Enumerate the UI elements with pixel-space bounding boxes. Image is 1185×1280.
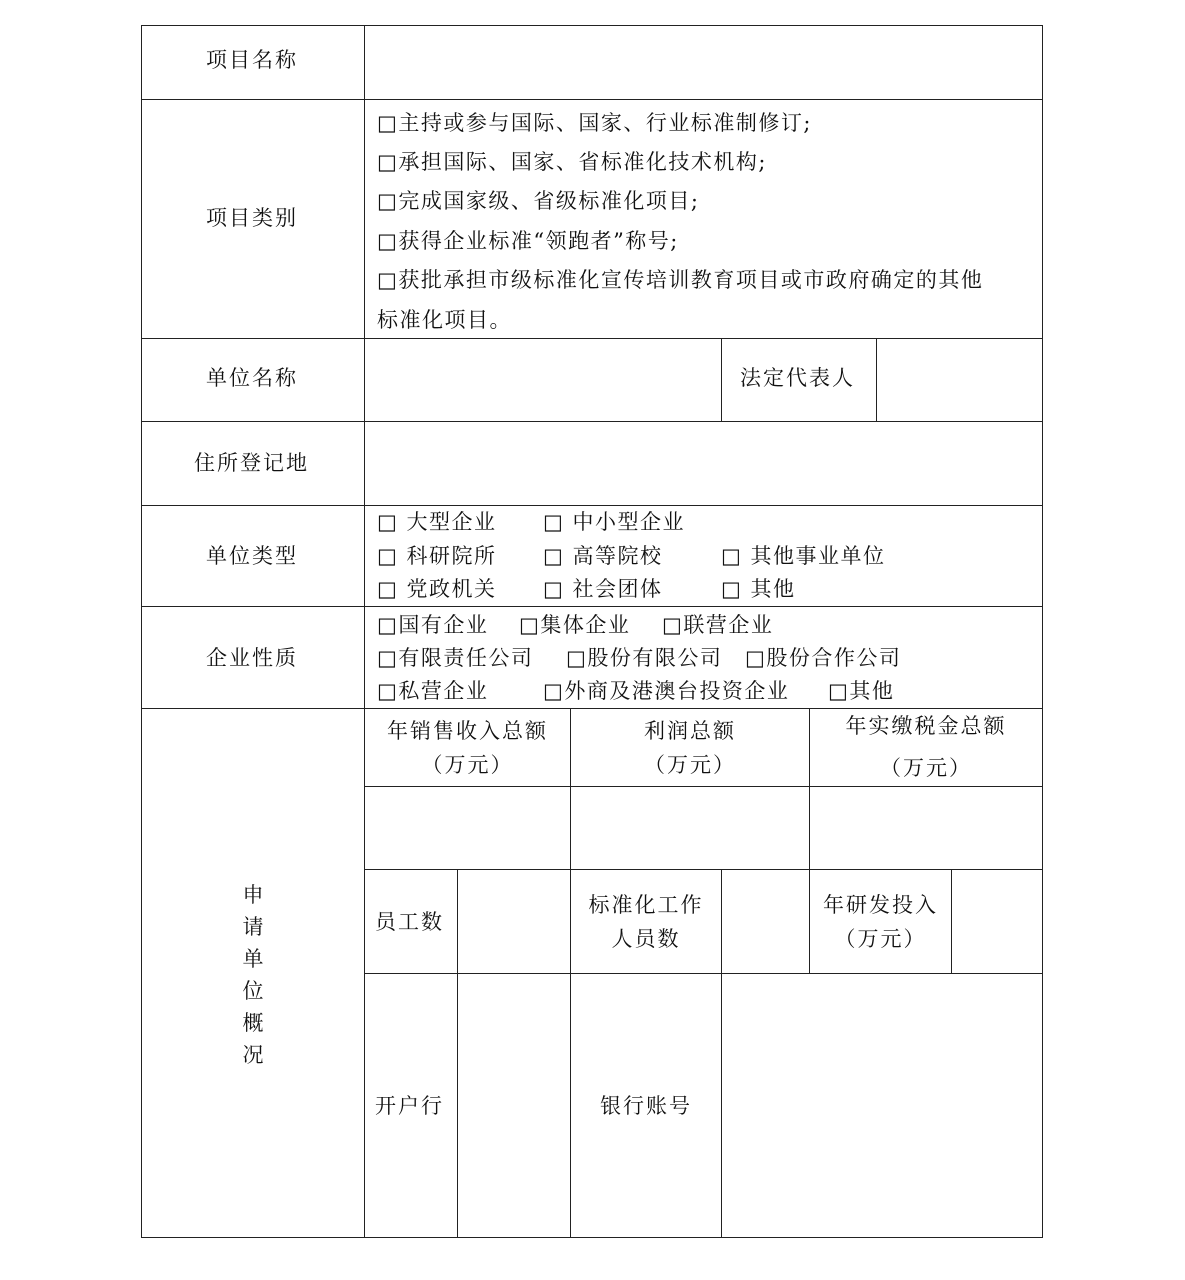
label-divider	[364, 25, 365, 1238]
category-option-technical-body[interactable]: □承担国际、国家、省标准化技术机构;	[377, 150, 767, 174]
overview-label-char: 况	[242, 1043, 264, 1067]
border-bottom	[141, 1237, 1043, 1238]
category-option-national-provincial[interactable]: □完成国家级、省级标准化项目;	[377, 189, 700, 213]
legal-rep-field[interactable]	[878, 340, 1041, 420]
row-sep	[141, 421, 1043, 422]
col-sep	[570, 708, 571, 1238]
bank-label: 开户行	[375, 1094, 444, 1118]
nature-joint-stock[interactable]: □股份有限公司	[566, 646, 723, 670]
row-sep	[141, 99, 1043, 100]
account-field[interactable]	[723, 975, 1041, 1236]
std-staff-field[interactable]	[723, 871, 808, 972]
employees-label: 员工数	[375, 910, 444, 934]
row-sep	[141, 606, 1043, 607]
border-top	[141, 25, 1043, 26]
project-category-label: 项目类别	[206, 206, 298, 230]
overview-label-char: 位	[242, 979, 264, 1003]
category-option-forerunner[interactable]: □获得企业标准“领跑者”称号;	[377, 229, 679, 253]
nature-private[interactable]: □私营企业	[377, 679, 489, 703]
unit-type-sme[interactable]: □ 中小型企业	[543, 510, 686, 534]
unit-name-label: 单位名称	[206, 366, 298, 390]
col-sep	[721, 338, 722, 422]
rd-label: 年研发投入	[823, 893, 938, 917]
border-right	[1042, 25, 1043, 1238]
account-label: 银行账号	[600, 1094, 692, 1118]
unit-type-large-enterprise[interactable]: □ 大型企业	[377, 510, 497, 534]
unit-type-label: 单位类型	[206, 544, 298, 568]
profit-label: 利润总额	[644, 719, 736, 743]
project-name-label: 项目名称	[206, 48, 298, 72]
unit-type-party-government[interactable]: □ 党政机关	[377, 577, 497, 601]
overview-label-char: 概	[242, 1011, 264, 1035]
legal-rep-label: 法定代表人	[740, 366, 855, 390]
overview-label-char: 申	[242, 883, 264, 907]
enterprise-nature-label: 企业性质	[206, 646, 298, 670]
unit-type-research-institute[interactable]: □ 科研院所	[377, 544, 497, 568]
nature-foreign-hkmt[interactable]: □外商及港澳台投资企业	[543, 679, 790, 703]
row-sep	[141, 505, 1043, 506]
col-sep	[721, 869, 722, 1238]
border-left	[141, 25, 142, 1238]
employees-field[interactable]	[459, 871, 569, 972]
tax-label: 年实缴税金总额	[845, 714, 1007, 738]
row-sep	[141, 708, 1043, 709]
col-sep	[951, 869, 952, 974]
col-sep	[876, 338, 877, 422]
category-option-training[interactable]: □获批承担市级标准化宣传培训教育项目或市政府确定的其他	[377, 268, 984, 292]
sales-label: 年销售收入总额	[387, 719, 548, 743]
unit-name-field[interactable]	[366, 340, 720, 420]
nature-stock-cooperative[interactable]: □股份合作公司	[745, 646, 902, 670]
address-label: 住所登记地	[194, 451, 309, 475]
bank-field[interactable]	[459, 975, 569, 1236]
col-sep	[457, 869, 458, 1238]
nature-state-owned[interactable]: □国有企业	[377, 613, 489, 637]
row-sep	[364, 973, 1043, 974]
sales-unit: （万元）	[421, 753, 514, 777]
nature-other[interactable]: □其他	[828, 679, 895, 703]
std-staff-label-line1: 标准化工作	[588, 893, 704, 917]
category-option-standard-revision[interactable]: □主持或参与国际、国家、行业标准制修订;	[377, 111, 812, 135]
nature-collective[interactable]: □集体企业	[519, 613, 631, 637]
address-field[interactable]	[366, 423, 1041, 504]
nature-joint[interactable]: □联营企业	[662, 613, 774, 637]
rd-unit: （万元）	[834, 927, 927, 951]
profit-value-field[interactable]	[572, 788, 808, 868]
unit-type-other[interactable]: □ 其他	[721, 577, 796, 601]
unit-type-other-institution[interactable]: □ 其他事业单位	[721, 544, 886, 568]
profit-unit: （万元）	[644, 753, 736, 777]
nature-limited-liability[interactable]: □有限责任公司	[377, 646, 534, 670]
row-sep	[364, 869, 1043, 870]
row-sep	[364, 786, 1043, 787]
rd-field[interactable]	[953, 871, 1041, 972]
std-staff-label-line2: 人员数	[611, 927, 681, 951]
overview-label-char: 单	[242, 947, 264, 971]
unit-type-university[interactable]: □ 高等院校	[543, 544, 663, 568]
sales-value-field[interactable]	[366, 788, 569, 868]
row-sep	[141, 338, 1043, 339]
tax-unit: （万元）	[880, 756, 972, 780]
category-option-training-cont: 标准化项目。	[377, 308, 512, 332]
tax-value-field[interactable]	[811, 788, 1041, 868]
unit-type-social-group[interactable]: □ 社会团体	[543, 577, 663, 601]
project-name-field[interactable]	[366, 27, 1041, 98]
overview-label-char: 请	[242, 915, 264, 939]
